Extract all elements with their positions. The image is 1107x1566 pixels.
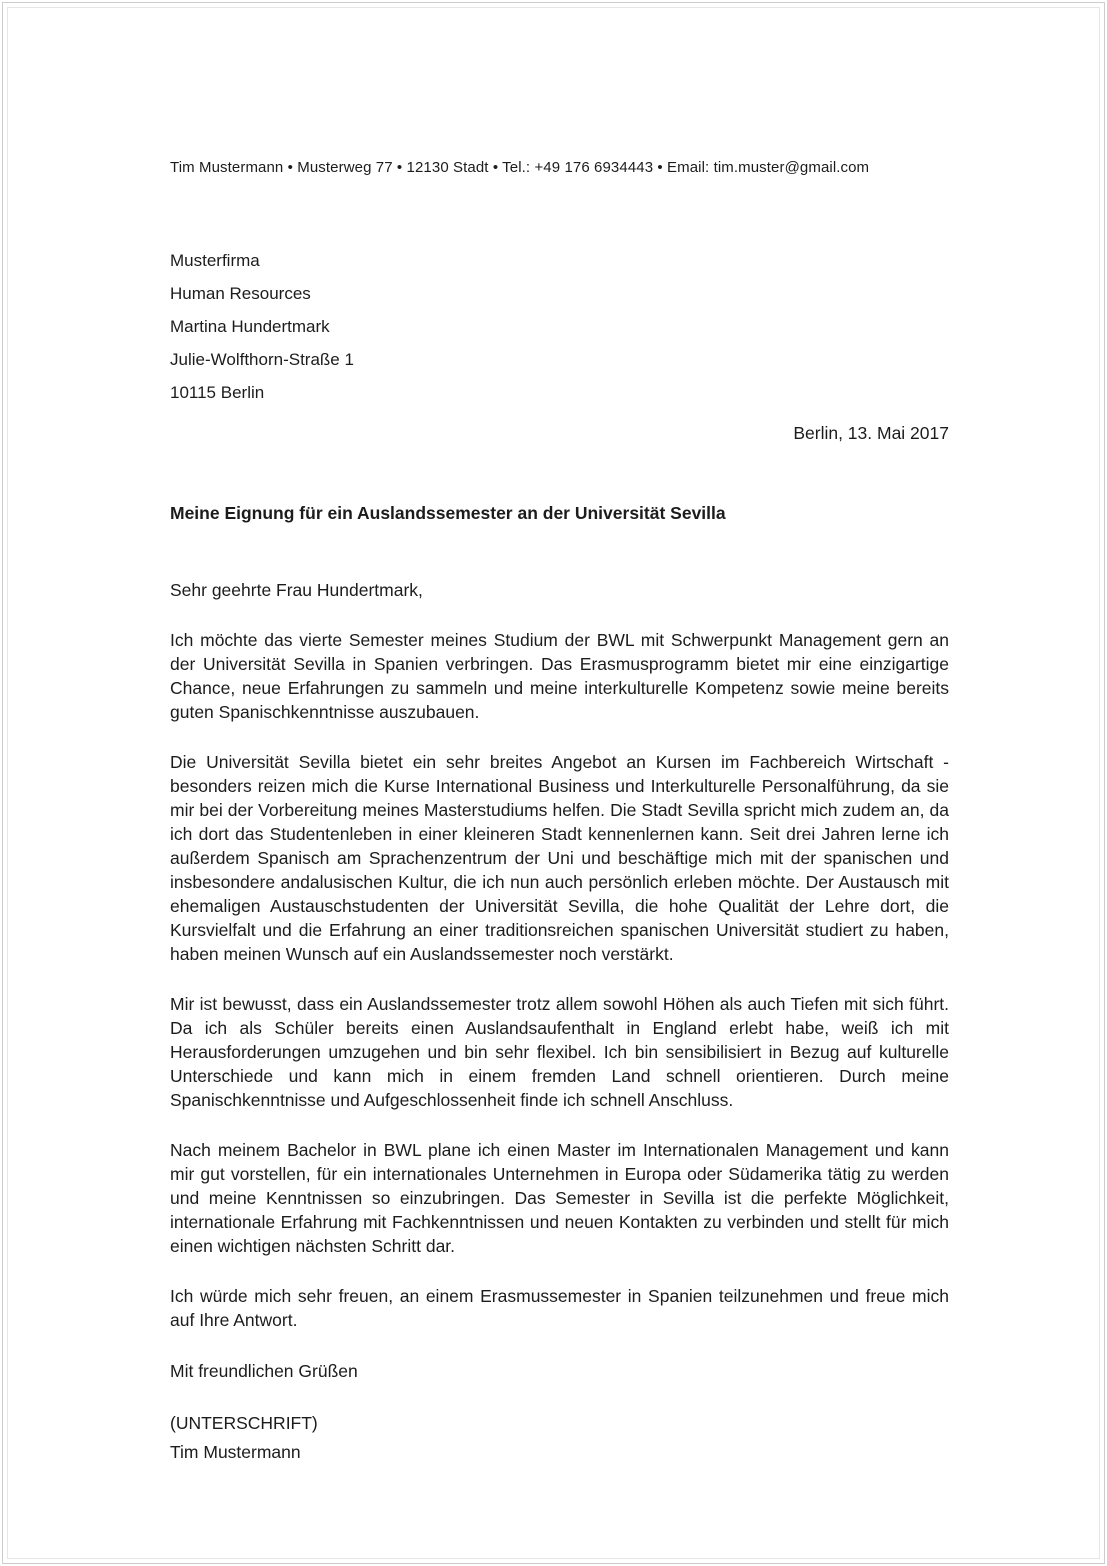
recipient-block [170, 244, 949, 409]
recipient-company: Musterfirma [170, 251, 260, 270]
body-paragraph-2: Die Universität Sevilla bietet ein sehr breites Angebot an Kursen im Fachbereich Wirtschaft - besonders reizen mich die Kurse International Business und Interkulturelle Personalführung, da sie mir bei der Vorbereitung meines Masterstudiums helfen. Die Stadt Sevilla spricht mich zudem an, da ich dort das Studentenleben in einer kleineren Stadt kennenlernen kann. Seit drei Jahren lerne ich außerdem Spanisch am Sprachenzentrum der Uni und beschäftige mich mit der spanischen und insbesondere andalusischen Kultur, die ich nun auch persönlich erleben möchte. Der Austausch mit ehemaligen Austauschstudenten der Universität Sevilla, die hohe Qualität der Lehre dort, die Kursvielfalt und die Erfahrung an einer traditionsreichen spanischen Universität studiert zu haben, haben meinen Wunsch auf ein Auslandssemester noch verstärkt. [170, 752, 949, 964]
body-paragraph-1: Ich möchte das vierte Semester meines Studium der BWL mit Schwerpunkt Management gern an der Universität Sevilla in Spanien verbringen. Das Erasmusprogramm bietet mir eine einzigartige Chance, neue Erfahrungen zu sammeln und meine interkulturelle Kompetenz sowie meine bereits guten Spanischkenntnisse auszubauen. [170, 630, 949, 722]
recipient-street: Julie-Wolfthorn-Straße 1 [170, 350, 354, 369]
signature-name: Tim Mustermann [170, 1442, 301, 1462]
sender-contact-line: Tim Mustermann • Musterweg 77 • 12130 Stadt • Tel.: +49 176 6934443 • Email: tim.muster@gmail.com [170, 159, 870, 176]
date-line: Berlin, 13. Mai 2017 [793, 423, 949, 443]
body-paragraph-3: Mir ist bewusst, dass ein Auslandssemester trotz allem sowohl Höhen als auch Tiefen mit sich führt. Da ich als Schüler bereits einen Auslandsaufenthalt in England erlebt habe, weiß ich mit Herausforderungen umzugehen und bin sehr flexibel. Ich bin sensibilisiert in Bezug auf kulturelle Unterschiede und kann mich in einem fremden Land schnell orientieren. Durch meine Spanischkenntnisse und Aufgeschlossenheit finde ich schnell Anschluss. [170, 994, 949, 1110]
recipient-city: 10115 Berlin [170, 383, 265, 402]
body-paragraph-5: Ich würde mich sehr freuen, an einem Erasmussemester in Spanien teilzunehmen und freue mich auf Ihre Antwort. [170, 1286, 949, 1330]
closing: Mit freundlichen Grüßen [170, 1361, 358, 1381]
recipient-department: Human Resources [170, 284, 311, 303]
letter-content [170, 0, 949, 1464]
body-paragraph-4: Nach meinem Bachelor in BWL plane ich einen Master im Internationalen Management und kann mir gut vorstellen, für ein internationales Unternehmen in Europa oder Südamerika tätig zu werden und meine Kenntnissen so einzubringen. Das Semester in Sevilla ist die perfekte Möglichkeit, internationale Erfahrung mit Fachkenntnissen und neuen Kontakten zu verbinden und stellt für mich einen wichtigen nächsten Schritt dar. [170, 1140, 949, 1256]
recipient-contact-person: Martina Hundertmark [170, 317, 330, 336]
salutation: Sehr geehrte Frau Hundertmark, [170, 580, 423, 600]
subject-line: Meine Eignung für ein Auslandssemester an der Universität Sevilla [170, 503, 726, 523]
signature-placeholder: (UNTERSCHRIFT) [170, 1413, 318, 1433]
